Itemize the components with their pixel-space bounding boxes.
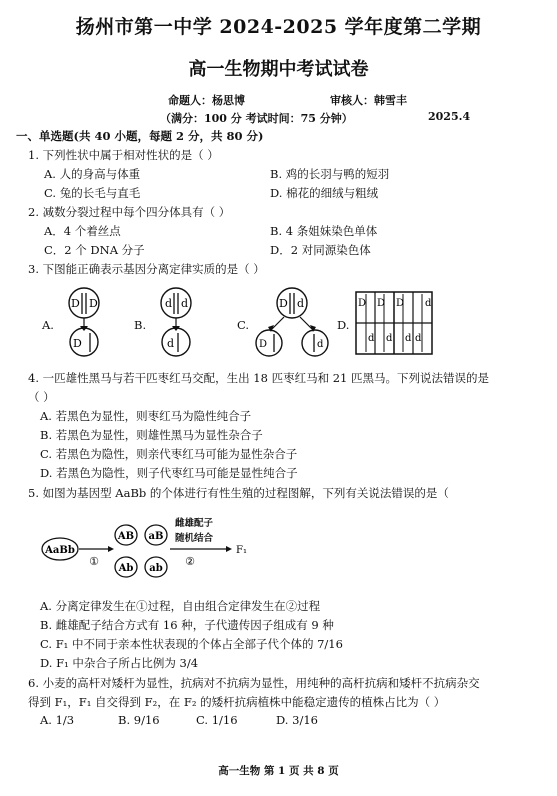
question-6-stem-line2: 得到 F₁，F₁ 自交得到 F₂，在 F₂ 的矮杆抗病植株中能稳定遗传的植株占比为（ ） [28,695,446,709]
gene-label: d [425,298,432,309]
q3-diagram-b [150,286,210,360]
gene-label: D [377,298,386,309]
q3-option-a: A. [42,318,54,332]
step-2-marker: ② [185,555,195,568]
gamete-label: Ab [118,563,134,574]
q2-option-a: A．4 个着丝点 [44,224,121,238]
q2-option-d: D．2 对同源染色体 [270,243,371,257]
question-2-stem: 2. 减数分裂过程中每个四分体具有（ ） [28,205,231,219]
q1-option-a: A. 人的身高与体重 [44,167,141,181]
q5-process-diagram [40,513,260,585]
random-fusion-note-line2: 随机结合 [175,533,214,544]
question-5-stem: 5. 如图为基因型 AaBb 的个体进行有性生殖的过程图解，下列有关说法错误的是（ [28,486,449,500]
question-4-stem-line1: 4. 一匹雄性黑马与若干匹枣红马交配，生出 18 匹枣红马和 21 匹黑马。下列说法错误的是 [28,371,490,385]
gene-label: d [415,333,422,344]
q1-option-d: D. 棉花的细绒与粗绒 [270,186,379,200]
q1-option-b: B. 鸡的长羽与鸭的短羽 [270,167,390,181]
school-term-title: 扬州市第一中学 2024-2025 学年度第二学期 [75,16,482,38]
section-title: 一、单选题(共 40 小题，每题 2 分，共 80 分) [16,129,264,143]
gene-label: d [368,333,375,344]
gene-label: d [386,333,393,344]
exam-title: 高一生物期中考试试卷 [188,59,369,80]
gamete-label: ab [149,563,163,574]
q5-option-d: D. F₁ 中杂合子所占比例为 3/4 [40,656,199,670]
gene-label: D [358,298,367,309]
setter: 命题人：杨思博 [168,94,245,107]
gene-label: d [297,297,305,310]
exam-date: 2025.4 [428,110,471,123]
gene-label: D [71,297,80,310]
gamete-label: AB [117,531,135,542]
gamete-label: aB [148,531,164,542]
page-footer: 高一生物 第 1 页 共 8 页 [218,765,339,777]
q4-option-b: B. 若黑色为显性，则雄性黑马为显性杂合子 [40,428,263,442]
q3-option-d: D. [337,318,350,332]
offspring-label: F₁ [236,545,247,556]
gene-label: d [181,297,189,310]
q1-option-c: C. 兔的长毛与直毛 [44,186,141,200]
question-1-stem: 1. 下列性状中属于相对性状的是（ ） [28,148,219,162]
gene-label: d [317,339,324,350]
q2-option-b: B. 4 条姐妹染色单体 [270,224,378,238]
q2-option-c: C．2 个 DNA 分子 [44,243,145,257]
gene-label: D [259,339,268,350]
question-4-stem-line2: （ ） [28,390,55,404]
q4-option-d: D. 若黑色为隐性，则子代枣红马可能是显性纯合子 [40,466,298,480]
q3-option-c: C. [237,318,250,332]
random-fusion-note-line1: 雌雄配子 [175,518,214,529]
q6-option-b: B. 9/16 [118,713,160,727]
gene-label: d [165,297,173,310]
score-time: （满分：100 分 考试时间：75 分钟） [160,112,353,125]
question-3-stem: 3. 下图能正确表示基因分离定律实质的是（ ） [28,262,265,276]
question-6-stem-line1: 6. 小麦的高杆对矮杆为显性，抗病对不抗病为显性，用纯种的高杆抗病和矮杆不抗病杂交 [28,676,480,690]
q5-option-a: A. 分离定律发生在①过程，自由组合定律发生在②过程 [40,599,321,613]
reviewer: 审核人：韩雪丰 [330,94,407,107]
q3-diagram-a [58,286,118,360]
q3-diagram-c [252,286,332,360]
gene-label: D [73,337,82,350]
q5-option-c: C. F₁ 中不同于亲本性状表现的个体占全部子代个体的 7/16 [40,637,343,651]
step-1-marker: ① [89,555,99,568]
q6-option-a: A. 1/3 [40,713,75,727]
q3-diagram-d [355,291,435,357]
parent-genotype-label: AaBb [45,545,75,556]
gene-label: d [167,337,175,350]
q4-option-a: A. 若黑色为显性，则枣红马为隐性纯合子 [40,409,252,423]
q6-option-c: C. 1/16 [196,713,238,727]
q5-option-b: B. 雌雄配子结合方式有 16 种，子代遗传因子组成有 9 种 [40,618,334,632]
gene-label: D [396,298,405,309]
gene-label: D [279,297,288,310]
q6-option-d: D. 3/16 [276,713,318,727]
q4-option-c: C. 若黑色为隐性，则亲代枣红马可能为显性杂合子 [40,447,298,461]
gene-label: d [405,333,412,344]
q3-option-b: B. [134,318,147,332]
gene-label: D [89,297,98,310]
